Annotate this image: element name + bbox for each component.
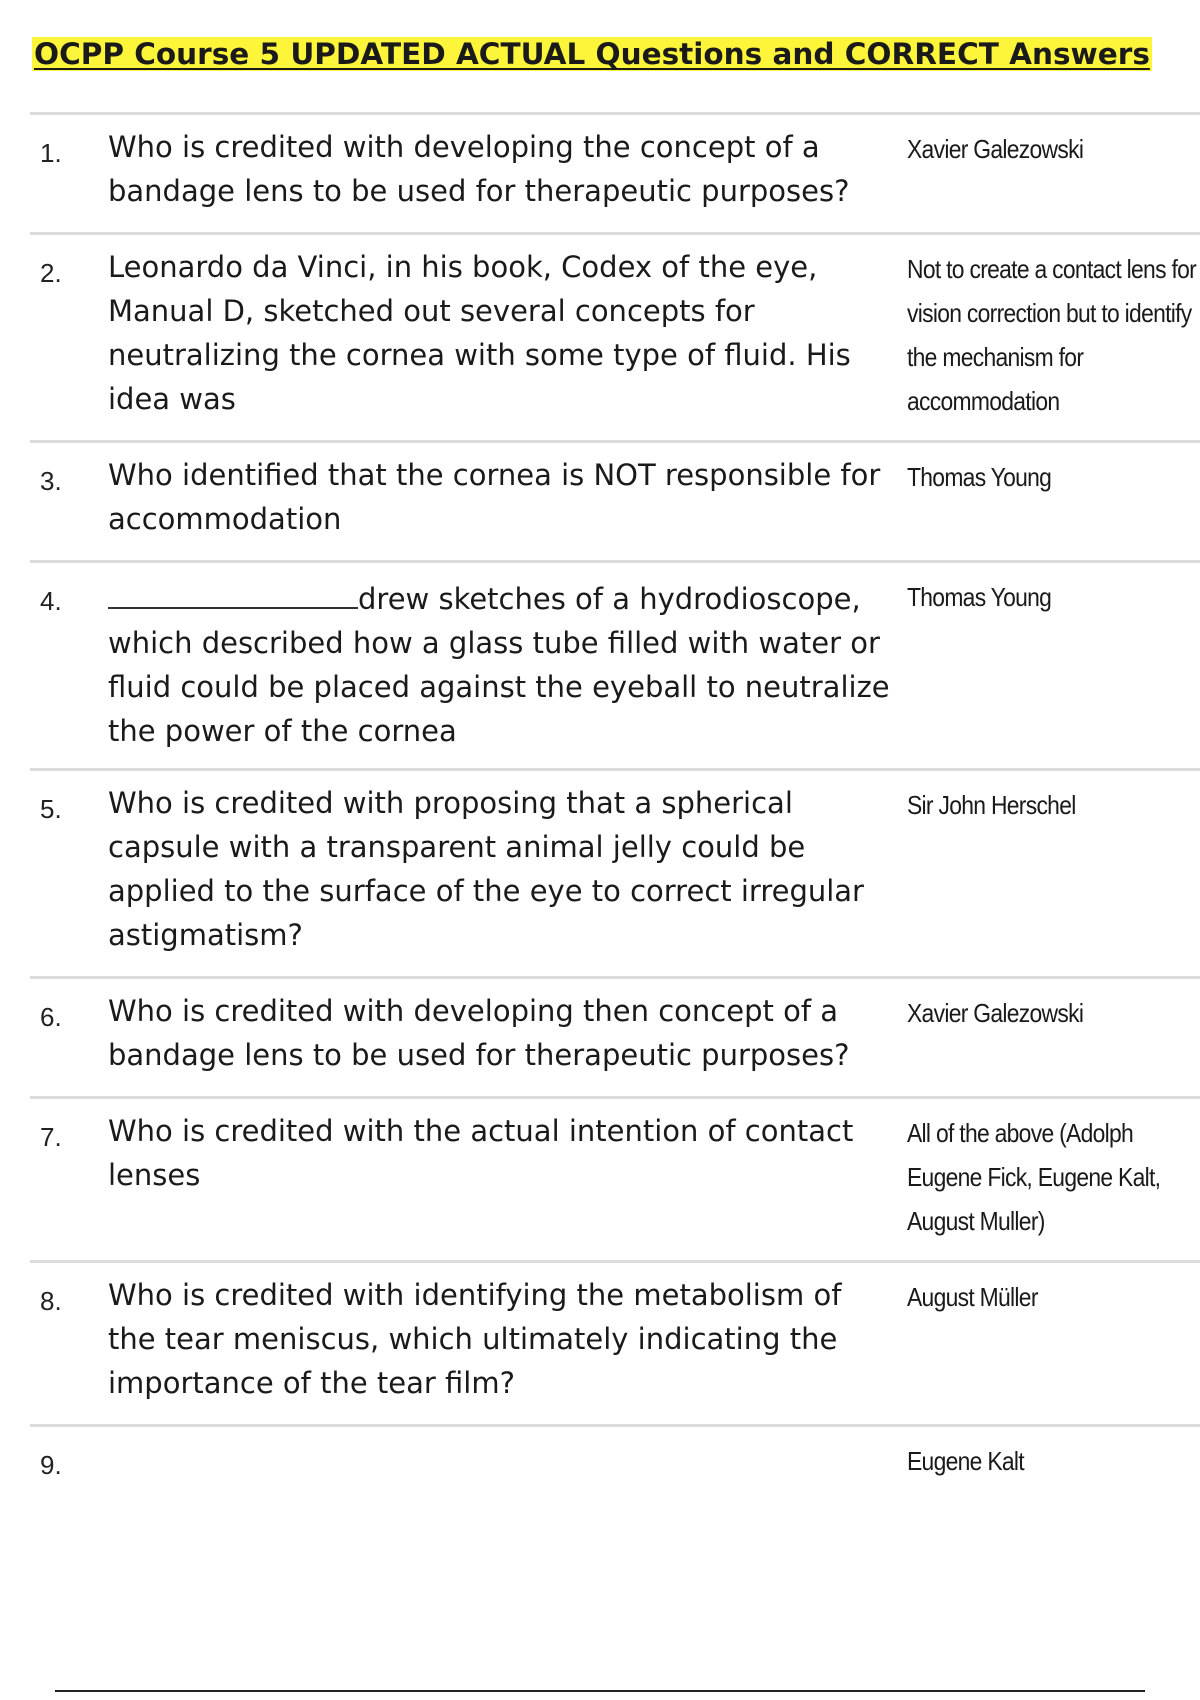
question-text: Who identified that the cornea is NOT responsible for accommodation bbox=[108, 458, 881, 536]
answer-text: Thomas Young bbox=[907, 462, 1052, 492]
answer-text: All of the above (Adolph Eugene Fick, Eugene Kalt, August Muller) bbox=[907, 1118, 1161, 1236]
question-number: 6. bbox=[40, 1002, 62, 1032]
question-number: 7. bbox=[40, 1122, 62, 1152]
question-number: 9. bbox=[40, 1450, 62, 1480]
page-bottom-rule bbox=[55, 1690, 1145, 1692]
qa-item-7 bbox=[30, 1096, 1200, 1260]
question-text: Leonardo da Vinci, in his book, Codex of the eye, Manual D, sketched out several concepts for neutralizing the cornea with some type of fluid. His idea was bbox=[108, 250, 851, 416]
question-text: Who is credited with developing the concept of a bandage lens to be used for therapeutic purposes? bbox=[108, 130, 850, 208]
qa-item-2 bbox=[30, 232, 1200, 440]
qa-item-4 bbox=[30, 560, 1200, 768]
question-text: Who is credited with identifying the metabolism of the tear meniscus, which ultimately indicating the importance of the tear film? bbox=[108, 1278, 842, 1400]
question-number: 4. bbox=[40, 586, 62, 616]
qa-list bbox=[30, 112, 1200, 1544]
qa-item-8 bbox=[30, 1260, 1200, 1424]
qa-item-1 bbox=[30, 112, 1200, 232]
question-text: Who is credited with the actual intention of contact lenses bbox=[108, 1114, 854, 1192]
question-text bbox=[108, 573, 898, 753]
answer-text: Sir John Herschel bbox=[907, 790, 1076, 820]
qa-item-6 bbox=[30, 976, 1200, 1096]
qa-item-3 bbox=[30, 440, 1200, 560]
question-text: Who is credited with proposing that a spherical capsule with a transparent animal jelly could be applied to the surface of the eye to correct irregular astigmatism? bbox=[108, 786, 864, 952]
fill-in-blank bbox=[108, 573, 358, 609]
question-number: 3. bbox=[40, 466, 62, 496]
answer-text: August Müller bbox=[907, 1282, 1038, 1312]
answer-text: Xavier Galezowski bbox=[907, 134, 1084, 164]
answer-text: Xavier Galezowski bbox=[907, 998, 1084, 1028]
question-text: Who is credited with developing then concept of a bandage lens to be used for therapeutic purposes? bbox=[108, 994, 850, 1072]
answer-text: Eugene Kalt bbox=[907, 1446, 1024, 1476]
question-number: 1. bbox=[40, 138, 62, 168]
question-text-after-blank: drew sketches of a hydrodioscope, which described how a glass tube filled with water or fluid could be placed against the eyeball to neutralize the power of the cornea bbox=[108, 582, 890, 748]
qa-item-9 bbox=[30, 1424, 1200, 1544]
qa-item-5 bbox=[30, 768, 1200, 976]
question-number: 8. bbox=[40, 1286, 62, 1316]
question-number: 2. bbox=[40, 258, 62, 288]
question-number: 5. bbox=[40, 794, 62, 824]
answer-text: Not to create a contact lens for vision correction but to identify the mechanism for accommodation bbox=[907, 254, 1197, 416]
document-title-text: OCPP Course 5 UPDATED ACTUAL Questions and CORRECT Answers bbox=[34, 37, 1150, 71]
answer-text: Thomas Young bbox=[907, 582, 1052, 612]
document-title bbox=[32, 34, 1152, 74]
